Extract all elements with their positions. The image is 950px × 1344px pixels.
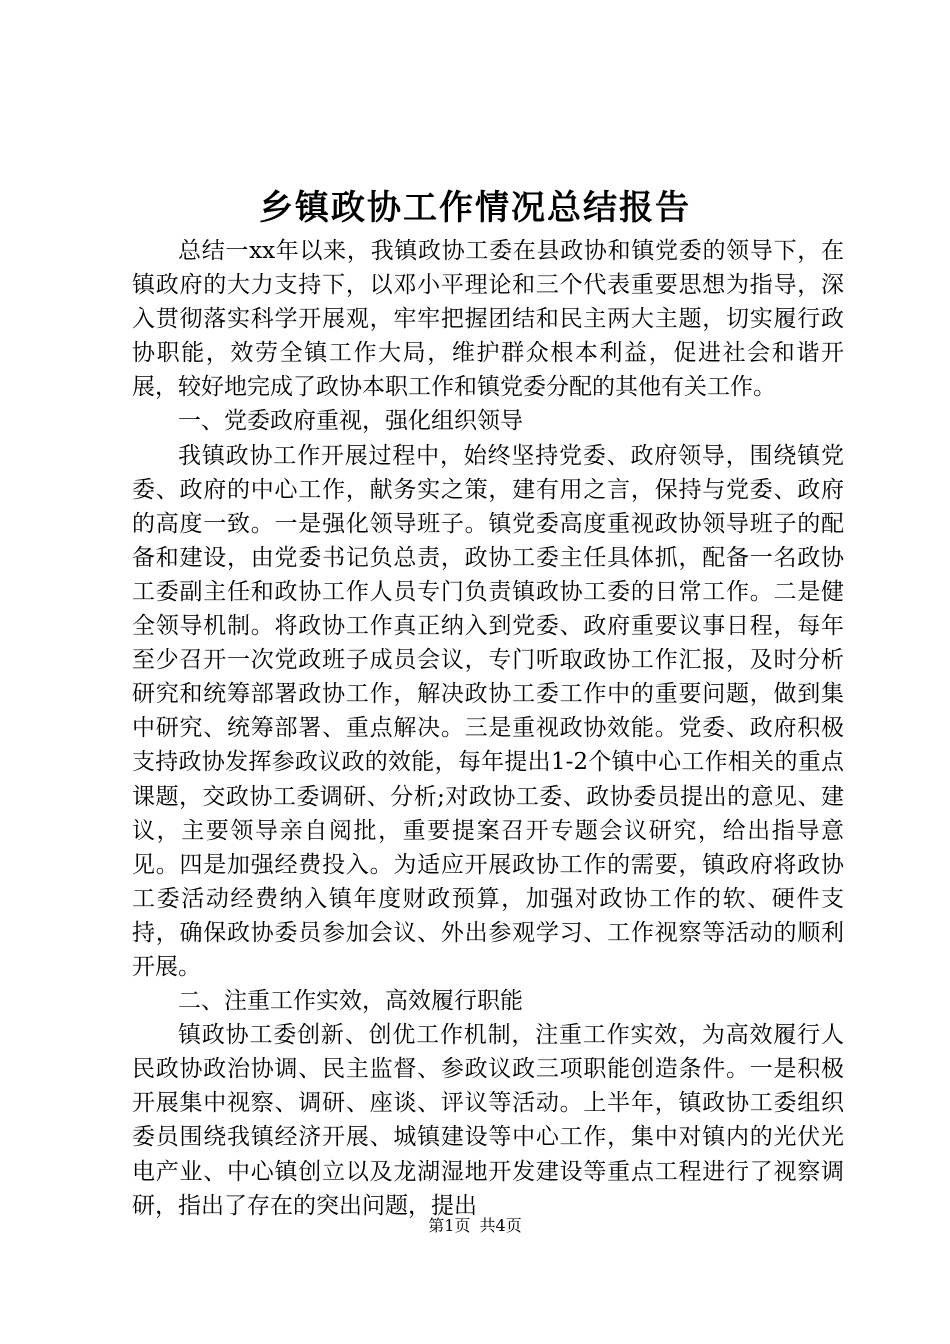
document-body [132, 234, 844, 1223]
paragraph-intro: 总结一xx年以来，我镇政协工委在县政协和镇党委的领导下，在镇政府的大力支持下，以邓小平理论和三个代表重要思想为指导，深入贯彻落实科学开展观，牢牢把握团结和民主两大主题，切实履行政协职能，效劳全镇工作大局，维护群众根本利益，促进社会和谐开展，较好地完成了政协本职工作和镇党委分配的其他有关工作。 [132, 238, 844, 401]
document-title: 乡镇政协工作情况总结报告 [259, 188, 691, 228]
page-footer [0, 1213, 950, 1236]
page-number: 第1页 [428, 1216, 471, 1235]
paragraph-section-1: 我镇政协工作开展过程中，始终坚持党委、政府领导，围绕镇党委、政府的中心工作，献务实之策，建有用之言，保持与党委、政府的高度一致。一是强化领导班子。镇党委高度重视政协领导班子的配备和建设，由党委书记负总责，政协工委主任具体抓，配备一名政协工委副主任和政协工作人员专门负责镇政协工委的日常工作。二是健全领导机制。将政协工作真正纳入到党委、政府重要议事日程，每年至少召开一次党政班子成员会议，专门听取政协工作汇报，及时分析研究和统筹部署政协工作，解决政协工委工作中的重要问题，做到集中研究、统筹部署、重点解决。三是重视政协效能。党委、政府积极支持政协发挥参政议政的效能，每年提出1-2个镇中心工作相关的重点课题，交政协工委调研、分析;对政协工委、政协委员提出的意见、建议，主要领导亲自阅批，重要提案召开专题会议研究，给出指导意见。四是加强经费投入。为适应开展政协工作的需要，镇政府将政协工委活动经费纳入镇年度财政预算，加强对政协工作的软、硬件支持，确保政协委员参加会议、外出参观学习、工作视察等活动的顺利开展。 [132, 442, 844, 980]
page-total: 共4页 [479, 1216, 522, 1235]
paragraph-section-2: 镇政协工委创新、创优工作机制，注重工作实效，为高效履行人民政协政治协调、民主监督、参政议政三项职能创造条件。一是积极开展集中视察、调研、座谈、评议等活动。上半年，镇政协工委组织委员围绕我镇经济开展、城镇建设等中心工作，集中对镇内的光伏光电产业、中心镇创立以及龙湖湿地开发建设等重点工程进行了视察调研，指出了存在的突出问题，提出 [132, 1022, 844, 1219]
section-heading-1: 一、党委政府重视，强化组织领导 [178, 408, 523, 435]
section-heading-2: 二、注重工作实效，高效履行职能 [178, 988, 523, 1015]
